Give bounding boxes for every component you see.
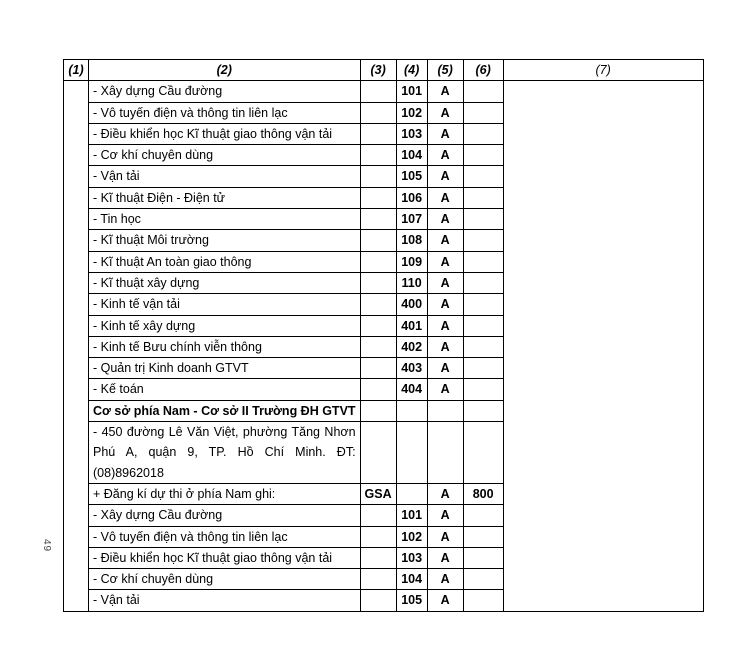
major-name: - Vô tuyến điện và thông tin liên lạc bbox=[89, 102, 361, 123]
major-name: + Đăng kí dự thi ở phía Nam ghi: bbox=[89, 483, 361, 504]
exam-block: A bbox=[427, 379, 463, 400]
major-name: - Điều khiển học Kĩ thuật giao thông vận tải bbox=[89, 547, 361, 568]
empty-cell bbox=[463, 422, 503, 484]
header-col-7: (7) bbox=[503, 60, 703, 81]
major-name: - Xây dựng Cầu đường bbox=[89, 505, 361, 526]
exam-block: A bbox=[427, 123, 463, 144]
header-col-4: (4) bbox=[396, 60, 427, 81]
major-name: - Cơ khí chuyên dùng bbox=[89, 145, 361, 166]
major-name: - Vận tải bbox=[89, 590, 361, 611]
major-code: 401 bbox=[396, 315, 427, 336]
quota bbox=[463, 209, 503, 230]
exam-block: A bbox=[427, 187, 463, 208]
quota bbox=[463, 81, 503, 102]
exam-block: A bbox=[427, 336, 463, 357]
section-title: Cơ sở phía Nam - Cơ sở II Trường ĐH GTVT bbox=[89, 400, 361, 421]
major-code: 102 bbox=[396, 102, 427, 123]
school-code bbox=[360, 505, 396, 526]
major-name: - Kĩ thuật xây dựng bbox=[89, 272, 361, 293]
school-code bbox=[360, 187, 396, 208]
header-col-1: (1) bbox=[64, 60, 89, 81]
quota bbox=[463, 505, 503, 526]
major-code: 106 bbox=[396, 187, 427, 208]
school-code bbox=[360, 294, 396, 315]
page-number: 49 bbox=[41, 538, 53, 553]
major-code: 102 bbox=[396, 526, 427, 547]
school-code bbox=[360, 102, 396, 123]
school-code bbox=[360, 166, 396, 187]
exam-block: A bbox=[427, 569, 463, 590]
empty-cell bbox=[360, 400, 396, 421]
major-name: - Xây dựng Cầu đường bbox=[89, 81, 361, 102]
exam-block: A bbox=[427, 315, 463, 336]
quota: 800 bbox=[463, 483, 503, 504]
quota bbox=[463, 166, 503, 187]
quota bbox=[463, 230, 503, 251]
quota bbox=[463, 294, 503, 315]
school-code bbox=[360, 251, 396, 272]
school-code bbox=[360, 358, 396, 379]
quota bbox=[463, 145, 503, 166]
major-code: 103 bbox=[396, 547, 427, 568]
exam-block: A bbox=[427, 102, 463, 123]
major-code: 103 bbox=[396, 123, 427, 144]
empty-cell bbox=[396, 422, 427, 484]
school-code bbox=[360, 569, 396, 590]
quota bbox=[463, 526, 503, 547]
major-name: - Kế toán bbox=[89, 379, 361, 400]
quota bbox=[463, 336, 503, 357]
major-name: - Cơ khí chuyên dùng bbox=[89, 569, 361, 590]
quota bbox=[463, 123, 503, 144]
empty-cell bbox=[427, 422, 463, 484]
school-code bbox=[360, 547, 396, 568]
col-1-cell bbox=[64, 81, 89, 611]
quota bbox=[463, 547, 503, 568]
major-code: 404 bbox=[396, 379, 427, 400]
major-code: 104 bbox=[396, 569, 427, 590]
exam-block: A bbox=[427, 81, 463, 102]
exam-block: A bbox=[427, 145, 463, 166]
school-code bbox=[360, 81, 396, 102]
table-row bbox=[64, 81, 704, 102]
major-code: 400 bbox=[396, 294, 427, 315]
exam-block: A bbox=[427, 272, 463, 293]
empty-cell bbox=[360, 422, 396, 484]
empty-cell bbox=[396, 400, 427, 421]
header-col-5: (5) bbox=[427, 60, 463, 81]
header-col-2: (2) bbox=[89, 60, 361, 81]
empty-cell bbox=[463, 400, 503, 421]
header-col-6: (6) bbox=[463, 60, 503, 81]
quota bbox=[463, 251, 503, 272]
major-code: 101 bbox=[396, 81, 427, 102]
exam-block: A bbox=[427, 166, 463, 187]
school-code bbox=[360, 526, 396, 547]
school-code bbox=[360, 590, 396, 611]
major-code: 104 bbox=[396, 145, 427, 166]
major-name: - Kĩ thuật Điện - Điện tử bbox=[89, 187, 361, 208]
major-name: - Kinh tế vận tải bbox=[89, 294, 361, 315]
exam-block: A bbox=[427, 358, 463, 379]
quota bbox=[463, 590, 503, 611]
quota bbox=[463, 379, 503, 400]
notes-cell bbox=[503, 81, 703, 611]
major-code: 108 bbox=[396, 230, 427, 251]
major-code: 109 bbox=[396, 251, 427, 272]
exam-block: A bbox=[427, 483, 463, 504]
exam-block: A bbox=[427, 590, 463, 611]
school-code bbox=[360, 315, 396, 336]
exam-block: A bbox=[427, 294, 463, 315]
quota bbox=[463, 315, 503, 336]
empty-cell bbox=[427, 400, 463, 421]
school-code bbox=[360, 336, 396, 357]
admissions-table bbox=[63, 59, 704, 612]
major-name: - Vô tuyến điện và thông tin liên lạc bbox=[89, 526, 361, 547]
major-code: 107 bbox=[396, 209, 427, 230]
major-name: - Tin học bbox=[89, 209, 361, 230]
major-code: 105 bbox=[396, 590, 427, 611]
quota bbox=[463, 358, 503, 379]
school-code bbox=[360, 379, 396, 400]
address-text: - 450 đường Lê Văn Việt, phường Tăng Nhơn Phú A, quận 9, TP. Hồ Chí Minh. ĐT: (08)8962018 bbox=[89, 422, 361, 484]
major-code: 101 bbox=[396, 505, 427, 526]
quota bbox=[463, 272, 503, 293]
school-code bbox=[360, 145, 396, 166]
major-name: - Kinh tế xây dựng bbox=[89, 315, 361, 336]
major-code: 403 bbox=[396, 358, 427, 379]
exam-block: A bbox=[427, 526, 463, 547]
school-code bbox=[360, 123, 396, 144]
major-name: - Kĩ thuật Môi trường bbox=[89, 230, 361, 251]
quota bbox=[463, 102, 503, 123]
school-code: GSA bbox=[360, 483, 396, 504]
exam-block: A bbox=[427, 230, 463, 251]
quota bbox=[463, 569, 503, 590]
school-code bbox=[360, 209, 396, 230]
table-body bbox=[64, 81, 704, 611]
major-name: - Điều khiển học Kĩ thuật giao thông vận tải bbox=[89, 123, 361, 144]
school-code bbox=[360, 272, 396, 293]
major-name: - Kĩ thuật An toàn giao thông bbox=[89, 251, 361, 272]
quota bbox=[463, 187, 503, 208]
school-code bbox=[360, 230, 396, 251]
exam-block: A bbox=[427, 547, 463, 568]
exam-block: A bbox=[427, 251, 463, 272]
major-name: - Vận tải bbox=[89, 166, 361, 187]
exam-block: A bbox=[427, 209, 463, 230]
header-row bbox=[64, 60, 704, 81]
header-col-3: (3) bbox=[360, 60, 396, 81]
major-code: 105 bbox=[396, 166, 427, 187]
exam-block: A bbox=[427, 505, 463, 526]
major-name: - Kinh tế Bưu chính viễn thông bbox=[89, 336, 361, 357]
major-code: 402 bbox=[396, 336, 427, 357]
major-code: 110 bbox=[396, 272, 427, 293]
major-name: - Quản trị Kinh doanh GTVT bbox=[89, 358, 361, 379]
major-code bbox=[396, 483, 427, 504]
